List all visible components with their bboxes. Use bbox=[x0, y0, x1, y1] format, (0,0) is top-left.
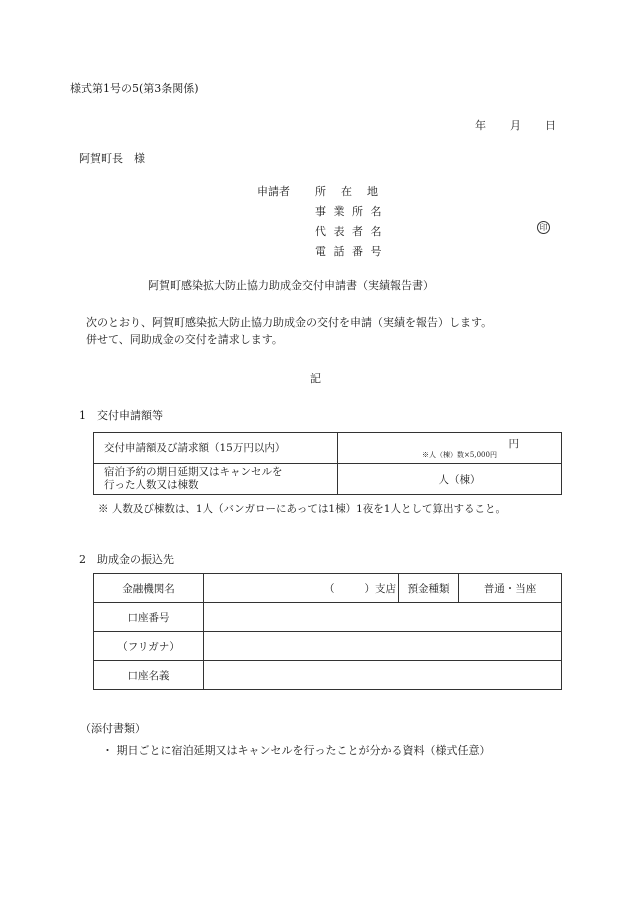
bank-branch-cell[interactable] bbox=[204, 574, 399, 603]
addressee: 阿賀町長 様 bbox=[79, 152, 145, 165]
body-text-line-1: 次のとおり、阿賀町感染拡大防止協力助成金の交付を申請（実績を報告）します。 bbox=[86, 316, 493, 329]
ki-heading: 記 bbox=[310, 372, 321, 385]
branch-open-paren: （ bbox=[324, 583, 335, 595]
table-row bbox=[94, 603, 562, 632]
calculation-note: ※ 人数及び棟数は、1人（バンガローにあっては1棟）1夜を1人として算出すること。 bbox=[98, 503, 506, 515]
furigana-cell[interactable] bbox=[204, 632, 562, 661]
people-count-label bbox=[94, 464, 338, 495]
table-row bbox=[94, 464, 562, 495]
amount-label: 交付申請額及び請求額（15万円以内） bbox=[94, 433, 338, 464]
amount-cell[interactable] bbox=[338, 433, 562, 464]
applicant-business-name-label: 事 業 所 名 bbox=[315, 205, 384, 218]
applicant-label: 申請者 bbox=[257, 185, 290, 198]
yen-unit: 円 bbox=[508, 438, 519, 450]
section1-heading: 1 交付申請額等 bbox=[79, 409, 163, 422]
bank-account-table bbox=[93, 573, 562, 690]
body-text-line-2: 併せて、同助成金の交付を請求します。 bbox=[86, 333, 283, 346]
date-day: 日 bbox=[545, 119, 556, 132]
people-count-label-line-2: 行った人数又は棟数 bbox=[104, 479, 199, 491]
section2-heading: 2 助成金の振込先 bbox=[79, 553, 174, 566]
account-number-label: 口座番号 bbox=[94, 603, 204, 632]
people-count-label-line-1: 宿泊予約の期日延期又はキャンセルを bbox=[104, 466, 283, 478]
deposit-type-value[interactable]: 普通・当座 bbox=[459, 574, 562, 603]
applicant-representative-label: 代 表 者 名 bbox=[315, 225, 384, 238]
table-row bbox=[94, 661, 562, 690]
attachment-item: ・ 期日ごとに宿泊延期又はキャンセルを行ったことが分かる資料（様式任意） bbox=[102, 744, 491, 757]
applicant-phone-label: 電 話 番 号 bbox=[315, 245, 384, 258]
people-count-cell[interactable] bbox=[338, 464, 562, 495]
table-row bbox=[94, 574, 562, 603]
account-holder-cell[interactable] bbox=[204, 661, 562, 690]
form-number: 様式第1号の5(第3条関係) bbox=[70, 82, 199, 95]
people-unit: 人（棟） bbox=[438, 473, 481, 486]
account-number-cell[interactable] bbox=[204, 603, 562, 632]
date-month: 月 bbox=[510, 119, 521, 132]
table-row bbox=[94, 632, 562, 661]
document-title: 阿賀町感染拡大防止協力助成金交付申請書（実績報告書） bbox=[148, 279, 434, 292]
furigana-label: （フリガナ） bbox=[94, 632, 204, 661]
table-row bbox=[94, 433, 562, 464]
branch-suffix: ）支店 bbox=[364, 583, 396, 595]
date-year: 年 bbox=[475, 119, 486, 132]
deposit-type-label: 預金種類 bbox=[399, 574, 459, 603]
applicant-address-label: 所 在 地 bbox=[315, 185, 380, 198]
attachments-heading: （添付書類） bbox=[80, 722, 146, 735]
seal-mark: 印 bbox=[537, 221, 550, 234]
account-holder-label: 口座名義 bbox=[94, 661, 204, 690]
application-amount-table bbox=[93, 432, 562, 495]
amount-calculation-note: ※人（棟）数×5,000円 bbox=[422, 451, 497, 459]
bank-name-label: 金融機関名 bbox=[94, 574, 204, 603]
